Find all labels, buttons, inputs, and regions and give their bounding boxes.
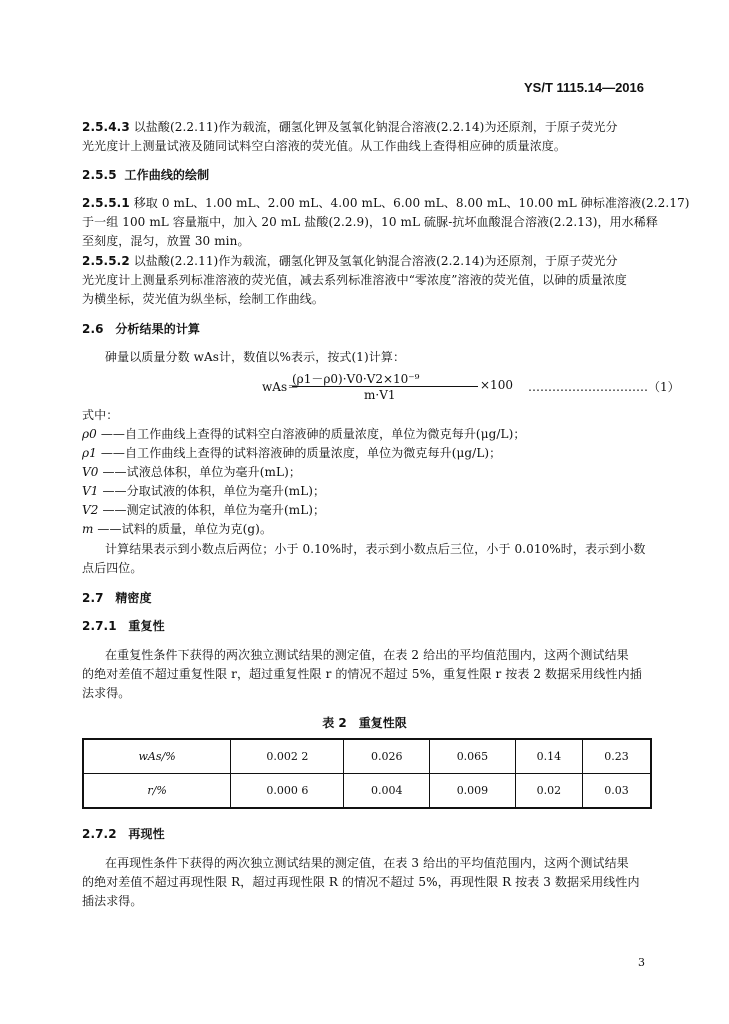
table-cell: 0.009 — [430, 774, 516, 809]
table-cell: 0.065 — [430, 739, 516, 774]
where-label: 式中： — [82, 408, 119, 422]
formula-number: …………………………（1） — [528, 380, 680, 394]
page-number: 3 — [638, 956, 645, 969]
fraction-bar — [292, 386, 478, 387]
section-number: 2.5.5.1 — [82, 196, 130, 210]
table-2-caption: 表 2 重复性限 — [322, 716, 407, 730]
sec-2-6-heading — [82, 320, 200, 337]
sec-2-5-5-1-line3: 至刻度，混匀，放置 30 min。 — [82, 234, 250, 248]
sec-2-7-1-line2: 的绝对差值不超过重复性限 r，超过重复性限 r 的情况不超过 5%，重复性限 r 按表 2 数据采用线性内插 — [82, 667, 642, 681]
symbol: V1 — [82, 484, 99, 498]
table-cell: 0.004 — [344, 774, 430, 809]
row-label: r/% — [83, 774, 231, 809]
definition-v2 — [82, 501, 325, 518]
section-title: 重复性 — [128, 619, 165, 633]
sec-2-7-2-line3: 插法求得。 — [82, 894, 143, 908]
formula-tail: ×100 — [480, 378, 513, 392]
sec-2-5-5-2-line3: 为横坐标，荧光值为纵坐标，绘制工作曲线。 — [82, 292, 325, 306]
definition-m — [82, 520, 272, 537]
section-number: 2.5.5 — [82, 168, 117, 182]
table-row — [83, 739, 651, 774]
section-number: 2.7.2 — [82, 827, 117, 841]
section-title: 工作曲线的绘制 — [124, 168, 210, 182]
definition-text: ——自工作曲线上查得的试料溶液砷的质量浓度，单位为微克每升(μg/L)； — [100, 446, 502, 460]
formula-numerator: (ρ1－ρ0)·V0·V2×10⁻⁹ — [292, 372, 420, 386]
result-rule-line1: 计算结果表示到小数点后两位；小于 0.10%时，表示到小数点后三位，小于 0.010%时，表示到小数 — [105, 542, 646, 556]
formula-lhs: wAs＝ — [262, 380, 300, 394]
section-number: 2.7.1 — [82, 619, 117, 633]
paragraph-text: 以盐酸(2.2.11)作为载流，硼氢化钾及氢氧化钠混合溶液(2.2.14)为还原剂，于原子荧光分 — [133, 254, 618, 268]
section-number: 2.5.5.2 — [82, 254, 130, 268]
repeatability-table — [82, 738, 652, 809]
definition-rho1 — [82, 444, 501, 461]
definition-text: ——试料的质量，单位为克(g)。 — [97, 522, 273, 536]
section-number: 2.6 — [82, 322, 104, 336]
table-row — [83, 774, 651, 809]
row-label: wAs/% — [83, 739, 231, 774]
section-number: 2.7 — [82, 591, 104, 605]
result-rule-line2: 点后四位。 — [82, 561, 143, 575]
sec-2-7-1-heading — [82, 617, 165, 634]
section-title: 精密度 — [115, 591, 152, 605]
section-number: 2.5.4.3 — [82, 120, 130, 134]
sec-2-5-5-1-line1 — [82, 194, 690, 211]
symbol: V0 — [82, 465, 99, 479]
formula-1 — [262, 370, 682, 404]
table-cell: 0.23 — [582, 739, 651, 774]
formula-denominator: m·V1 — [364, 388, 396, 402]
definition-text: ——试液总体积，单位为毫升(mL)； — [102, 465, 301, 479]
table-cell: 0.026 — [344, 739, 430, 774]
section-title: 再现性 — [128, 827, 165, 841]
symbol: V2 — [82, 503, 99, 517]
table-cell: 0.002 2 — [231, 739, 344, 774]
symbol: ρ1 — [82, 446, 97, 460]
sec-2-7-1-line3: 法求得。 — [82, 686, 131, 700]
sec-2-5-4-3-line2: 光光度计上测量试液及随同试料空白溶液的荧光值。从工作曲线上查得相应砷的质量浓度。 — [82, 139, 567, 153]
sec-2-7-2-heading — [82, 825, 165, 842]
paragraph-text: 移取 0 mL、1.00 mL、2.00 mL、4.00 mL、6.00 mL、8.00 mL、10.00 mL 砷标准溶液(2.2.17) — [133, 196, 690, 210]
sec-2-5-5-2-line2: 光光度计上测量系列标准溶液的荧光值，减去系列标准溶液中“零浓度”溶液的荧光值，以砷的质量浓度 — [82, 273, 627, 287]
table-cell: 0.03 — [582, 774, 651, 809]
standard-number: YS/T 1115.14—2016 — [524, 80, 644, 95]
table-cell: 0.000 6 — [231, 774, 344, 809]
paragraph-text: 以盐酸(2.2.11)作为载流，硼氢化钾及氢氧化钠混合溶液(2.2.14)为还原剂，于原子荧光分 — [133, 120, 618, 134]
definition-v0 — [82, 463, 301, 480]
sec-2-5-5-2-line1 — [82, 252, 618, 269]
sec-2-5-4-3-line1 — [82, 118, 618, 135]
definition-text: ——测定试液的体积，单位为毫升(mL)； — [102, 503, 326, 517]
sec-2-7-heading — [82, 589, 152, 606]
definition-text: ——分取试液的体积，单位为毫升(mL)； — [102, 484, 326, 498]
symbol: ρ0 — [82, 427, 97, 441]
calc-intro: 砷量以质量分数 wAs计，数值以%表示，按式(1)计算： — [105, 350, 406, 364]
definition-text: ——自工作曲线上查得的试料空白溶液砷的质量浓度，单位为微克每升(μg/L)； — [100, 427, 526, 441]
table-cell: 0.02 — [515, 774, 582, 809]
section-title: 分析结果的计算 — [115, 322, 201, 336]
sec-2-5-5-heading — [82, 166, 209, 183]
symbol: m — [82, 522, 94, 536]
definition-rho0 — [82, 425, 525, 442]
table-cell: 0.14 — [515, 739, 582, 774]
sec-2-7-1-line1: 在重复性条件下获得的两次独立测试结果的测定值，在表 2 给出的平均值范围内，这两个测试结果 — [105, 648, 629, 662]
sec-2-7-2-line2: 的绝对差值不超过再现性限 R，超过再现性限 R 的情况不超过 5%，再现性限 R 按表 3 数据采用线性内 — [82, 875, 640, 889]
definition-v1 — [82, 482, 325, 499]
sec-2-7-2-line1: 在再现性条件下获得的两次独立测试结果的测定值，在表 3 给出的平均值范围内，这两个测试结果 — [105, 856, 629, 870]
sec-2-5-5-1-line2: 于一组 100 mL 容量瓶中，加入 20 mL 盐酸(2.2.9)，10 mL 硫脲-抗坏血酸混合溶液(2.2.13)，用水稀释 — [82, 215, 658, 229]
